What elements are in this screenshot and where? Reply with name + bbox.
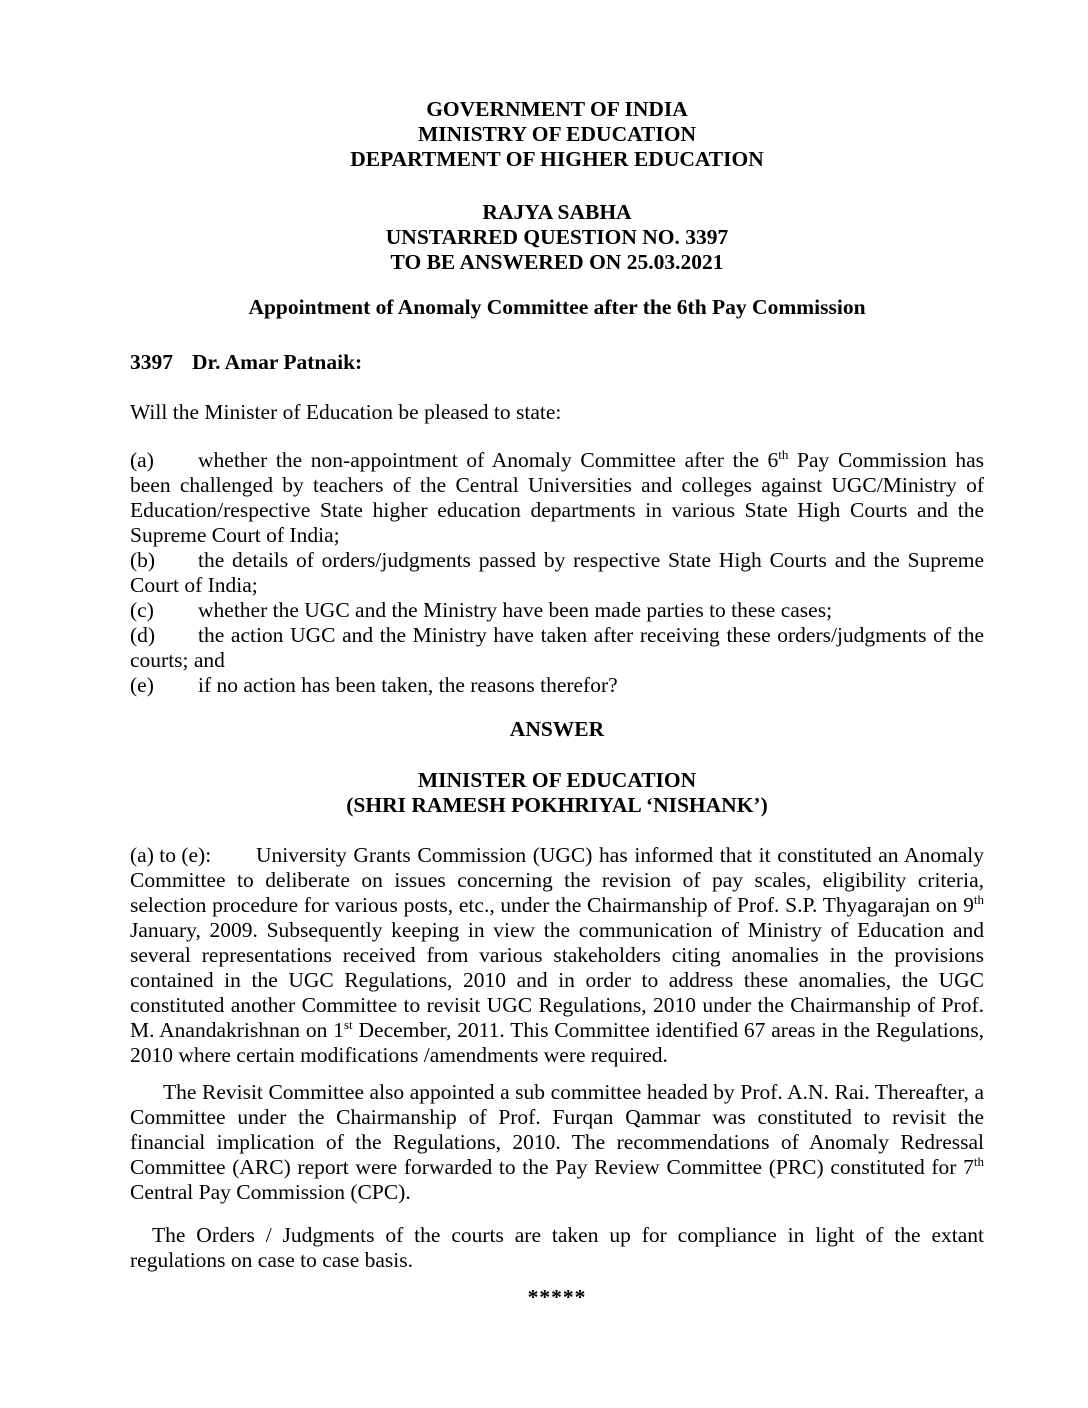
item-text-e: if no action has been taken, the reasons therefor? [198,673,618,697]
session-header-block [130,200,984,275]
member-name: Dr. Amar Patnaik: [192,350,363,374]
minister-title: MINISTER OF EDUCATION [417,768,697,792]
item-label-d: (d) [130,623,156,647]
house-name: RAJYA SABHA [482,200,632,224]
header-line-department: DEPARTMENT OF HIGHER EDUCATION [350,147,764,171]
item-text-d: the action UGC and the Ministry have taken after receiving these orders/judgments of the courts; and [130,623,984,672]
end-of-document-stars: ***** [527,1285,587,1309]
question-item-a [130,448,984,548]
question-number-line: UNSTARRED QUESTION NO. 3397 [385,225,729,249]
answer-paragraph-1 [130,843,984,1068]
answer-heading: ANSWER [509,717,605,741]
answer-date-line: TO BE ANSWERED ON 25.03.2021 [390,250,724,274]
item-text-b: the details of orders/judgments passed by respective State High Courts and the Supreme Court of India; [130,548,984,597]
item-label-c: (c) [130,598,154,622]
answer-lead-label: (a) to (e): [130,843,212,867]
question-intro: Will the Minister of Education be pleased to state: [130,400,562,424]
item-label-e: (e) [130,673,154,697]
item-text-c: whether the UGC and the Ministry have been made parties to these cases; [198,598,833,622]
item-label-a: (a) [130,448,154,472]
answer-paragraph-3: The Orders / Judgments of the courts are taken up for compliance in light of the extant regulations on case to case basis. [130,1223,984,1272]
subject-title: Appointment of Anomaly Committee after the 6th Pay Commission [248,295,866,319]
question-item-e [130,673,984,698]
answer-paragraph-1-text: University Grants Commission (UGC) has informed that it constituted an Anomaly Committee to deliberate on issues concerning the revision of pay scales, eligibility criteria, selection procedure for various posts, etc., under the Chairmanship of Prof. S.P. Thyagarajan on 9th January, 2009. Subsequently keeping in view the communication of Ministry of Education and several representations received from various stakeholders citing anomalies in the provisions contained in the UGC Regulations, 2010 and in order to address these anomalies, the UGC constituted another Committee to revisit UGC Regulations, 2010 under the Chairmanship of Prof. M. Anandakrishnan on 1st December, 2011. This Committee identified 67 areas in the Regulations, 2010 where certain modifications /amendments were required. [130,843,985,1067]
item-text-a: whether the non-appointment of Anomaly Committee after the 6th Pay Commission has been challenged by teachers of the Central Universities and colleges against UGC/Ministry of Education/respective State higher education departments in various State High Courts and the Supreme Court of India; [130,446,984,547]
minister-name: (SHRI RAMESH POKHRIYAL ‘NISHANK’) [346,793,768,817]
question-number: 3397 [130,350,173,374]
header-line-ministry: MINISTRY OF EDUCATION [418,122,696,146]
question-item-c [130,598,984,623]
answer-paragraph-2: The Revisit Committee also appointed a sub committee headed by Prof. A.N. Rai. Thereafter, a Committee under the Chairmanship of Prof. Furqan Qammar was constituted to revisit the financial implication of the Regulations, 2010. The recommendations of Anomaly Redressal Committee (ARC) report were forwarded to the Pay Review Committee (PRC) constituted for 7th Central Pay Commission (CPC). [130,1080,984,1204]
question-item-b [130,548,984,598]
government-header-block [130,97,984,172]
item-label-b: (b) [130,548,156,572]
question-items [130,448,984,698]
questioner-line [130,350,984,375]
minister-block [130,768,984,818]
header-line-government: GOVERNMENT OF INDIA [426,97,688,121]
question-item-d [130,623,984,673]
